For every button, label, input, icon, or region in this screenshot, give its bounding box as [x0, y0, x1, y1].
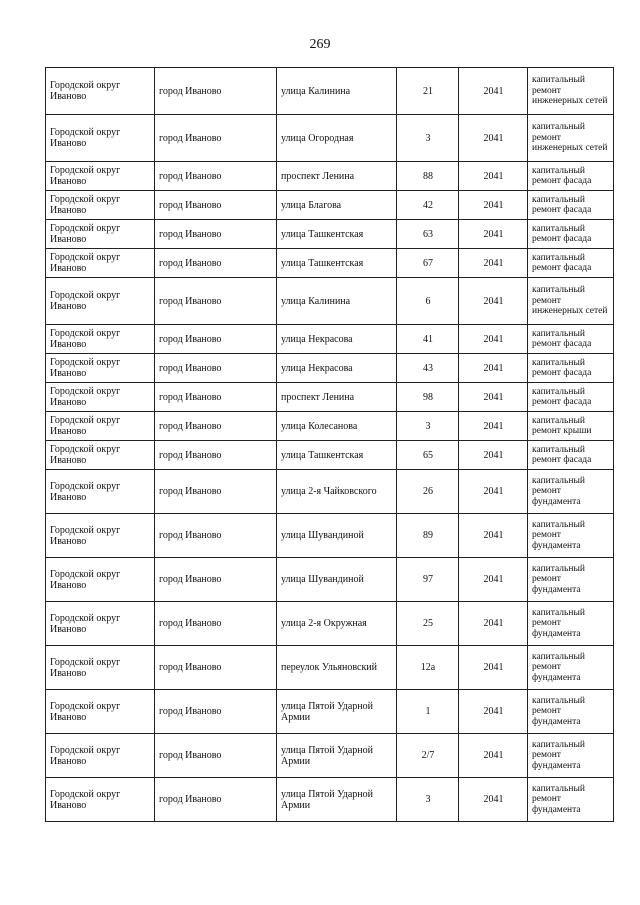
district-cell: Городской округ Иваново	[46, 325, 155, 354]
year-cell: 2041	[459, 441, 528, 470]
work-type-cell: капитальный ремонт фундамента	[528, 514, 614, 558]
year-cell: 2041	[459, 470, 528, 514]
year-cell: 2041	[459, 778, 528, 822]
table-row	[46, 734, 614, 778]
street-cell: улица Пятой Ударной Армии	[277, 690, 397, 734]
city-cell: город Иваново	[155, 325, 277, 354]
city-cell: город Иваново	[155, 602, 277, 646]
work-type-cell: капитальный ремонт фундамента	[528, 646, 614, 690]
work-type-cell: капитальный ремонт фасада	[528, 441, 614, 470]
work-type-cell: капитальный ремонт фасада	[528, 249, 614, 278]
work-type-cell: капитальный ремонт инженерных сетей	[528, 115, 614, 162]
city-cell: город Иваново	[155, 514, 277, 558]
house-number-cell: 88	[397, 162, 459, 191]
year-cell: 2041	[459, 68, 528, 115]
house-number-cell: 65	[397, 441, 459, 470]
work-type-cell: капитальный ремонт фасада	[528, 220, 614, 249]
district-cell: Городской округ Иваново	[46, 68, 155, 115]
house-number-cell: 25	[397, 602, 459, 646]
district-cell: Городской округ Иваново	[46, 115, 155, 162]
table-row	[46, 162, 614, 191]
table-row	[46, 514, 614, 558]
year-cell: 2041	[459, 558, 528, 602]
district-cell: Городской округ Иваново	[46, 191, 155, 220]
year-cell: 2041	[459, 249, 528, 278]
house-number-cell: 3	[397, 115, 459, 162]
house-number-cell: 3	[397, 412, 459, 441]
work-type-cell: капитальный ремонт фундамента	[528, 734, 614, 778]
street-cell: улица Ташкентская	[277, 441, 397, 470]
table-row	[46, 602, 614, 646]
table-row	[46, 412, 614, 441]
district-cell: Городской округ Иваново	[46, 220, 155, 249]
city-cell: город Иваново	[155, 734, 277, 778]
street-cell: переулок Ульяновский	[277, 646, 397, 690]
district-cell: Городской округ Иваново	[46, 514, 155, 558]
table-row	[46, 690, 614, 734]
house-number-cell: 67	[397, 249, 459, 278]
housing-repair-table	[45, 67, 614, 822]
house-number-cell: 6	[397, 278, 459, 325]
year-cell: 2041	[459, 354, 528, 383]
table-row	[46, 441, 614, 470]
street-cell: улица Некрасова	[277, 354, 397, 383]
street-cell: улица Колесанова	[277, 412, 397, 441]
district-cell: Городской округ Иваново	[46, 470, 155, 514]
street-cell: улица Благова	[277, 191, 397, 220]
house-number-cell: 3	[397, 778, 459, 822]
year-cell: 2041	[459, 602, 528, 646]
house-number-cell: 12а	[397, 646, 459, 690]
city-cell: город Иваново	[155, 220, 277, 249]
city-cell: город Иваново	[155, 383, 277, 412]
year-cell: 2041	[459, 325, 528, 354]
house-number-cell: 63	[397, 220, 459, 249]
year-cell: 2041	[459, 162, 528, 191]
house-number-cell: 89	[397, 514, 459, 558]
page-number: 269	[309, 37, 331, 52]
street-cell: улица 2-я Окружная	[277, 602, 397, 646]
district-cell: Городской округ Иваново	[46, 690, 155, 734]
house-number-cell: 97	[397, 558, 459, 602]
street-cell: улица Шувандиной	[277, 558, 397, 602]
year-cell: 2041	[459, 383, 528, 412]
district-cell: Городской округ Иваново	[46, 354, 155, 383]
house-number-cell: 98	[397, 383, 459, 412]
work-type-cell: капитальный ремонт фасада	[528, 325, 614, 354]
house-number-cell: 26	[397, 470, 459, 514]
street-cell: проспект Ленина	[277, 162, 397, 191]
house-number-cell: 1	[397, 690, 459, 734]
work-type-cell: капитальный ремонт фундамента	[528, 690, 614, 734]
street-cell: улица Калинина	[277, 68, 397, 115]
city-cell: город Иваново	[155, 354, 277, 383]
district-cell: Городской округ Иваново	[46, 778, 155, 822]
work-type-cell: капитальный ремонт крыши	[528, 412, 614, 441]
table-row	[46, 558, 614, 602]
year-cell: 2041	[459, 220, 528, 249]
table-row	[46, 220, 614, 249]
year-cell: 2041	[459, 412, 528, 441]
street-cell: улица Пятой Ударной Армии	[277, 778, 397, 822]
year-cell: 2041	[459, 191, 528, 220]
year-cell: 2041	[459, 646, 528, 690]
city-cell: город Иваново	[155, 249, 277, 278]
work-type-cell: капитальный ремонт фундамента	[528, 470, 614, 514]
district-cell: Городской округ Иваново	[46, 441, 155, 470]
house-number-cell: 42	[397, 191, 459, 220]
table-body	[46, 68, 614, 822]
work-type-cell: капитальный ремонт фундамента	[528, 602, 614, 646]
work-type-cell: капитальный ремонт инженерных сетей	[528, 68, 614, 115]
street-cell: проспект Ленина	[277, 383, 397, 412]
table-row	[46, 68, 614, 115]
work-type-cell: капитальный ремонт фасада	[528, 162, 614, 191]
house-number-cell: 2/7	[397, 734, 459, 778]
table-row	[46, 646, 614, 690]
work-type-cell: капитальный ремонт фасада	[528, 383, 614, 412]
district-cell: Городской округ Иваново	[46, 278, 155, 325]
work-type-cell: капитальный ремонт фасада	[528, 191, 614, 220]
street-cell: улица Ташкентская	[277, 220, 397, 249]
street-cell: улица Калинина	[277, 278, 397, 325]
house-number-cell: 21	[397, 68, 459, 115]
district-cell: Городской округ Иваново	[46, 646, 155, 690]
table-row	[46, 383, 614, 412]
district-cell: Городской округ Иваново	[46, 162, 155, 191]
city-cell: город Иваново	[155, 558, 277, 602]
work-type-cell: капитальный ремонт фундамента	[528, 778, 614, 822]
work-type-cell: капитальный ремонт инженерных сетей	[528, 278, 614, 325]
table-row	[46, 325, 614, 354]
table-row	[46, 778, 614, 822]
city-cell: город Иваново	[155, 441, 277, 470]
table-row	[46, 115, 614, 162]
district-cell: Городской округ Иваново	[46, 734, 155, 778]
city-cell: город Иваново	[155, 646, 277, 690]
work-type-cell: капитальный ремонт фасада	[528, 354, 614, 383]
table-row	[46, 354, 614, 383]
city-cell: город Иваново	[155, 278, 277, 325]
district-cell: Городской округ Иваново	[46, 249, 155, 278]
table-row	[46, 191, 614, 220]
house-number-cell: 43	[397, 354, 459, 383]
year-cell: 2041	[459, 278, 528, 325]
district-cell: Городской округ Иваново	[46, 602, 155, 646]
street-cell: улица Некрасова	[277, 325, 397, 354]
work-type-cell: капитальный ремонт фундамента	[528, 558, 614, 602]
city-cell: город Иваново	[155, 778, 277, 822]
street-cell: улица Пятой Ударной Армии	[277, 734, 397, 778]
city-cell: город Иваново	[155, 412, 277, 441]
year-cell: 2041	[459, 514, 528, 558]
house-number-cell: 41	[397, 325, 459, 354]
table-row	[46, 278, 614, 325]
year-cell: 2041	[459, 734, 528, 778]
district-cell: Городской округ Иваново	[46, 412, 155, 441]
year-cell: 2041	[459, 690, 528, 734]
city-cell: город Иваново	[155, 690, 277, 734]
city-cell: город Иваново	[155, 162, 277, 191]
city-cell: город Иваново	[155, 470, 277, 514]
city-cell: город Иваново	[155, 68, 277, 115]
street-cell: улица Огородная	[277, 115, 397, 162]
street-cell: улица Ташкентская	[277, 249, 397, 278]
district-cell: Городской округ Иваново	[46, 558, 155, 602]
table-row	[46, 249, 614, 278]
city-cell: город Иваново	[155, 191, 277, 220]
table-row	[46, 470, 614, 514]
city-cell: город Иваново	[155, 115, 277, 162]
street-cell: улица 2-я Чайковского	[277, 470, 397, 514]
year-cell: 2041	[459, 115, 528, 162]
district-cell: Городской округ Иваново	[46, 383, 155, 412]
street-cell: улица Шувандиной	[277, 514, 397, 558]
